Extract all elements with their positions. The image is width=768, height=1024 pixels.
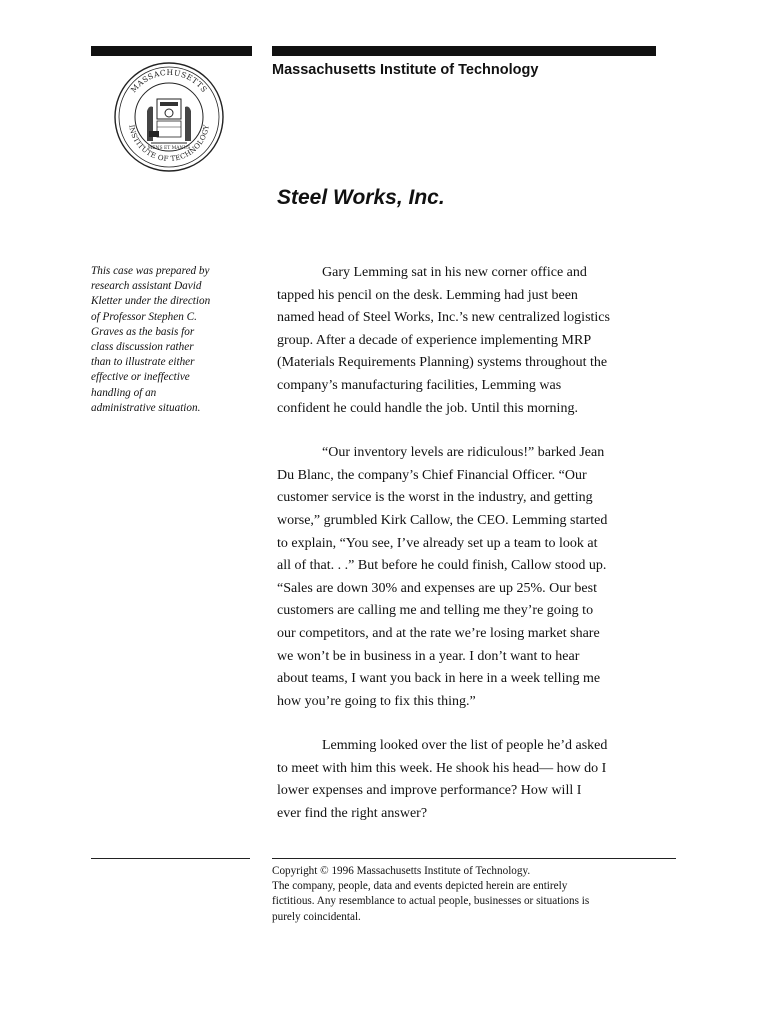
body-line: tapped his pencil on the desk. Lemming had just been xyxy=(277,287,578,303)
footer-line: purely coincidental. xyxy=(272,910,361,923)
body-line: worse,” grumbled Kirk Callow, the CEO. Lemming started xyxy=(277,512,608,528)
sidenote-line: class discussion rather xyxy=(91,341,194,354)
footer-line: fictitious. Any resemblance to actual people, businesses or situations is xyxy=(272,895,590,908)
footer-rule-left xyxy=(91,858,250,859)
svg-text:MASSACHUSETTS: MASSACHUSETTS xyxy=(128,67,210,95)
case-body xyxy=(277,262,677,826)
sidenote-line: Kletter under the direction xyxy=(91,295,211,308)
body-line: Lemming looked over the list of people he’d asked xyxy=(322,738,608,754)
body-line: our competitors, and at the rate we’re losing market share xyxy=(277,625,600,641)
sidenote-line: than to illustrate either xyxy=(91,356,195,369)
paragraph-3 xyxy=(277,735,677,825)
paragraph-2 xyxy=(277,442,677,713)
body-line: customer service is the worst in the industry, and getting xyxy=(277,490,593,506)
body-line: lower expenses and improve performance? How will I xyxy=(277,783,582,799)
header-bar-right xyxy=(272,46,656,56)
body-line: (Materials Requirements Planning) systems throughout the xyxy=(277,355,608,371)
mit-seal-logo xyxy=(113,61,225,173)
body-line: customers are calling me and telling me they’re going to xyxy=(277,603,594,619)
body-line: “Sales are down 30% and expenses are up 25%. Our best xyxy=(277,580,597,596)
body-line: how you’re going to fix this thing.” xyxy=(277,693,476,709)
sidenote-line: research assistant David xyxy=(91,280,202,293)
sidenote-line: of Professor Stephen C. xyxy=(91,310,197,323)
body-line: to explain, “You see, I’ve already set up a team to look at xyxy=(277,535,598,551)
body-line: to meet with him this week. He shook his head— how do I xyxy=(277,760,607,776)
body-line: Gary Lemming sat in his new corner office and xyxy=(322,265,587,280)
footer-rule-right xyxy=(272,858,676,859)
sidenote-line: handling of an xyxy=(91,386,157,399)
body-line: all of that. . .” But before he could finish, Callow stood up. xyxy=(277,558,607,574)
sidenote-line: This case was prepared by xyxy=(91,265,210,277)
sidenote-line: effective or ineffective xyxy=(91,371,190,384)
document-title: Steel Works, Inc. xyxy=(277,186,445,209)
svg-text:MENS ET MANUS: MENS ET MANUS xyxy=(147,146,191,151)
svg-text:INSTITUTE OF TECHNOLOGY: INSTITUTE OF TECHNOLOGY xyxy=(127,124,211,164)
footer-line: The company, people, data and events depicted herein are entirely xyxy=(272,880,568,893)
header-bar-left xyxy=(91,46,252,56)
body-line: confident he could handle the job. Until this morning. xyxy=(277,400,578,416)
body-line: ever find the right answer? xyxy=(277,806,428,822)
body-line: group. After a decade of experience implementing MRP xyxy=(277,332,592,348)
paragraph-1 xyxy=(277,262,677,420)
body-line: about teams, I want you back in here in a week telling me xyxy=(277,671,601,687)
body-line: “Our inventory levels are ridiculous!” barked Jean xyxy=(322,445,605,461)
body-line: Du Blanc, the company’s Chief Financial Officer. “Our xyxy=(277,467,587,483)
sidenote-line: Graves as the basis for xyxy=(91,325,195,338)
copyright-footer xyxy=(272,864,682,925)
footer-line: Copyright © 1996 Massachusetts Institute of Technology. xyxy=(272,865,531,877)
case-attribution-note xyxy=(91,264,241,416)
body-line: named head of Steel Works, Inc.’s new centralized logistics xyxy=(277,310,610,326)
body-line: company’s manufacturing facilities, Lemming was xyxy=(277,377,562,393)
sidenote-line: administrative situation. xyxy=(91,401,201,414)
institution-name: Massachusetts Institute of Technology xyxy=(272,62,539,78)
body-line: we won’t be in business in a year. I don’t want to hear xyxy=(277,648,580,664)
